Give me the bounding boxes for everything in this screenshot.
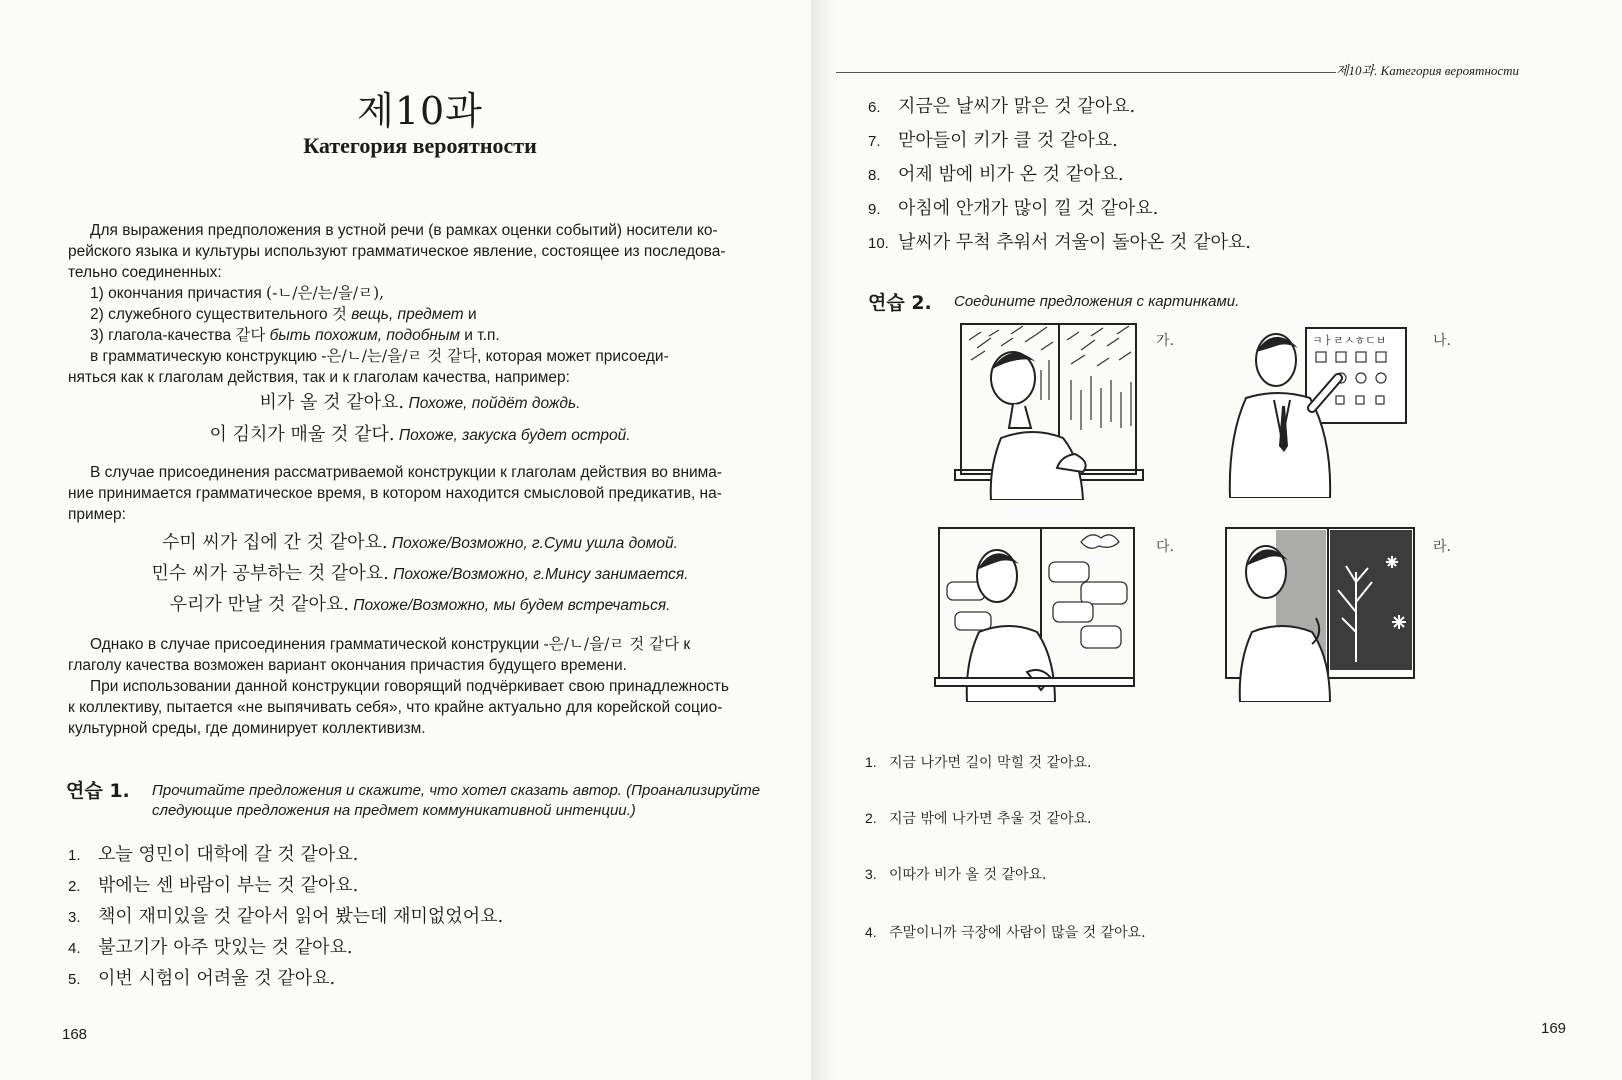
sentence-item: 8. 어제 밤에 비가 온 것 같아요. (868, 164, 1124, 185)
paragraph-line: При использовании данной конструкции говорящий подчёркивает свою принадлежность (90, 678, 729, 695)
sentence-item: 7. 맏아들이 키가 클 것 같아요. (868, 130, 1118, 151)
page-number: 168 (62, 1026, 88, 1043)
running-header: 제10과. Категория вероятности (1336, 63, 1520, 78)
picture-rain-window (941, 320, 1146, 500)
component-item: 1) окончания причастия (-ㄴ/은/는/을/ㄹ), (90, 284, 385, 302)
page-number: 169 (1541, 1020, 1567, 1037)
tense-paragraph (68, 462, 780, 525)
component-item: 2) служебного существительного 것 вещь, предмет и (90, 305, 477, 323)
sentence-item: 4. 불고기가 아주 맛있는 것 같아요. (68, 937, 353, 958)
picture-label: 다. (1156, 539, 1174, 555)
sentence-item: 1. 오늘 영민이 대학에 갈 것 같아요. (68, 844, 359, 865)
intro-line: рейского языка и культуры используют грамматическое явление, состоящее из последова- (68, 243, 726, 260)
picture-label: 라. (1433, 539, 1451, 555)
chart-letters: ㅋㅏㄹㅅㅎㄷㅂ (1312, 334, 1387, 347)
intro-paragraph (68, 220, 780, 283)
drill2-instructions: Соедините предложения с картинками. (954, 293, 1240, 310)
lesson-subtitle: Категория вероятности (303, 133, 537, 158)
paragraph-line: Однако в случае присоединения грамматической конструкции -은/ㄴ/을/ㄹ 것 같다 к (90, 635, 691, 653)
construction-line-2: няться как к глаголам действия, так и к глаголам качества, например: (68, 369, 570, 386)
paragraph-line: пример: (68, 506, 126, 523)
header-rule (836, 72, 1336, 73)
picture-label: 나. (1433, 333, 1451, 349)
sentence-item: 2. 밖에는 센 바람이 부는 것 같아요. (68, 875, 359, 896)
example-line: 비가 올 것 같아요. Похоже, пойдёт дождь. (259, 392, 581, 413)
match-sentence: 3. 이따가 비가 올 것 같아요. (865, 866, 1047, 883)
paragraph-line: ние принимается грамматическое время, в котором находится смысловой предикатив, на- (68, 485, 722, 502)
intro-line: тельно соединенных: (68, 264, 222, 281)
paragraph-line: к коллективу, пытается «не выпячивать себя», что крайне актуально для корейской социо- (68, 699, 723, 716)
lesson-title: 제10과 (357, 89, 483, 133)
picture-snow-window (1216, 522, 1421, 702)
picture-traffic-jam (931, 522, 1136, 702)
match-sentence: 4. 주말이니까 극장에 사람이 많을 것 같아요. (865, 924, 1146, 941)
sentence-item: 10. 날씨가 무척 추워서 겨울이 돌아온 것 같아요. (868, 232, 1252, 253)
sentence-item: 5. 이번 시험이 어려울 것 같아요. (68, 968, 336, 989)
example-line: 이 김치가 매울 것 같다. Похоже, закуска будет острой. (209, 424, 631, 445)
drill1-label: 연습 1. (66, 780, 130, 802)
paragraph-line: глаголу качества возможен вариант окончания причастия будущего времени. (68, 657, 627, 674)
qualitative-paragraph (68, 634, 780, 739)
instruction-line: следующие предложения на предмет коммуникативной интенции.) (152, 802, 636, 819)
match-sentence: 1. 지금 나가면 길이 막힐 것 같아요. (865, 754, 1092, 771)
component-item: 3) глагола-качества 같다 быть похожим, подобным и т.п. (90, 326, 500, 344)
paragraph-line: культурной среды, где доминирует коллективизм. (68, 720, 426, 737)
example-line: 우리가 만날 것 같아요. Похоже/Возможно, мы будем встречаться. (169, 594, 671, 615)
right-page (811, 0, 1622, 1080)
components-list (90, 283, 669, 367)
construction-line: в грамматическую конструкцию -은/ㄴ/는/을/ㄹ 것 같다, которая может присоеди- (90, 347, 669, 365)
instruction-line: Прочитайте предложения и скажите, что хотел сказать автор. (Проанализируйте (152, 782, 761, 799)
paragraph-line: В случае присоединения рассматриваемой конструкции к глаголам действия во внима- (90, 464, 723, 481)
sentence-item: 6. 지금은 날씨가 맑은 것 같아요. (868, 96, 1136, 117)
picture-label: 가. (1156, 333, 1174, 349)
example-line: 민수 씨가 공부하는 것 같아요. Похоже/Возможно, г.Минсу занимается. (151, 563, 689, 584)
intro-line: Для выражения предположения в устной речи (в рамках оценки событий) носители ко- (90, 222, 718, 239)
sentence-item: 3. 책이 재미있을 것 같아서 읽어 봤는데 재미없었어요. (68, 906, 504, 927)
drill2-label: 연습 2. (868, 292, 932, 314)
drill1-instructions (152, 781, 760, 821)
example-line: 수미 씨가 집에 간 것 같아요. Похоже/Возможно, г.Суми ушла домой. (162, 532, 678, 553)
sentence-item: 9. 아침에 안개가 많이 낄 것 같아요. (868, 198, 1159, 219)
match-sentence: 2. 지금 밖에 나가면 추울 것 같아요. (865, 810, 1092, 827)
picture-eye-chart (1216, 318, 1421, 498)
